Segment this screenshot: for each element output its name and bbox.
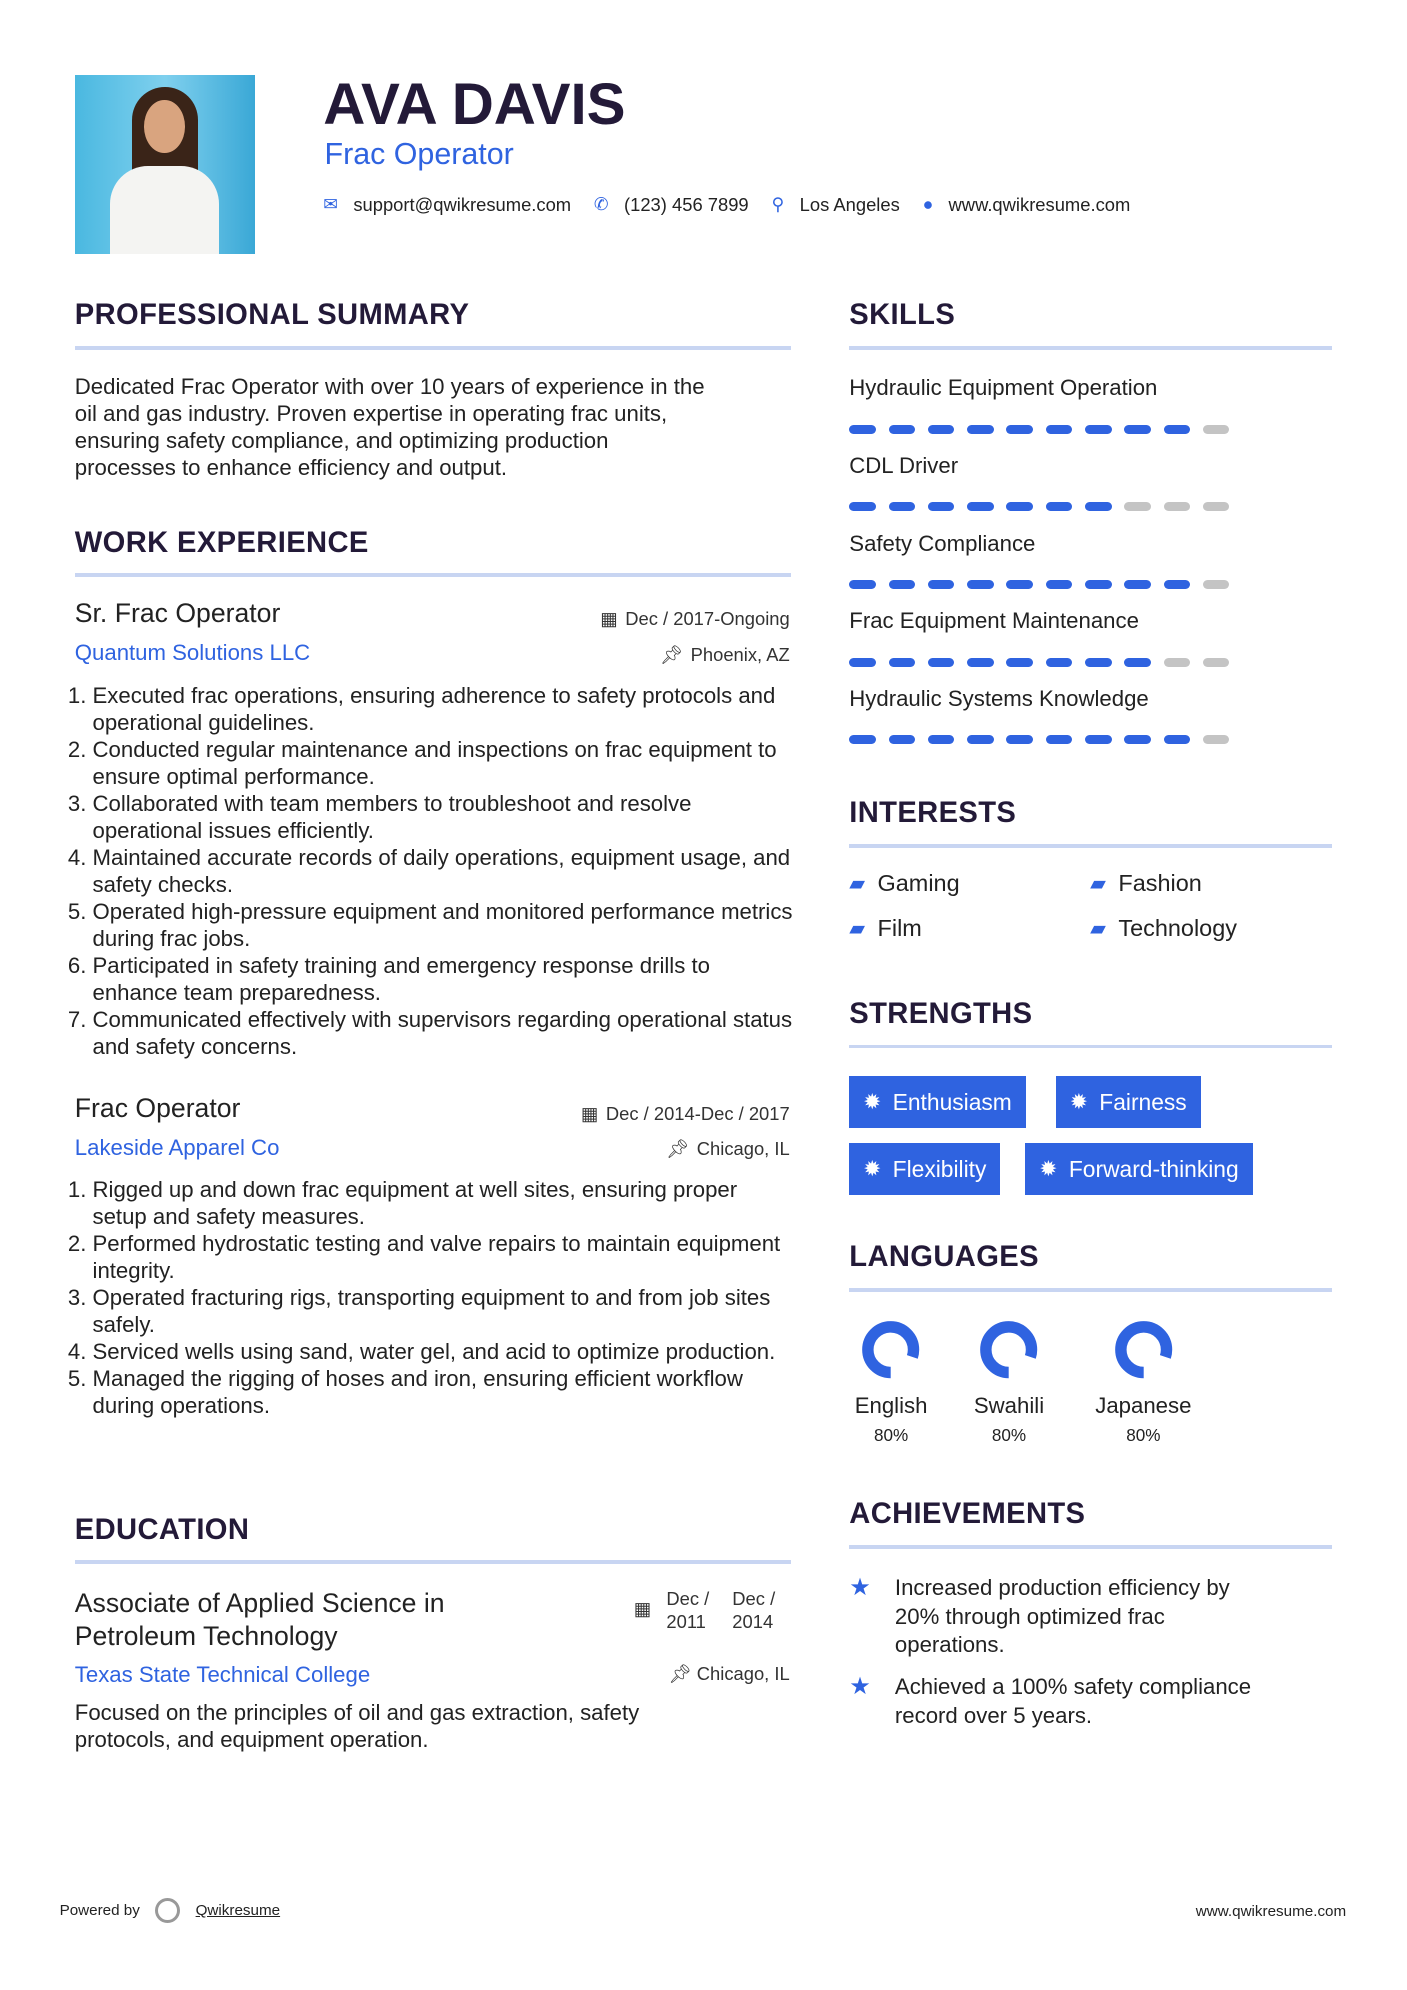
- skill-level-bar: [849, 735, 1229, 744]
- school: Texas State Technical College: [74, 1661, 371, 1687]
- languages-heading: LANGUAGES: [849, 1240, 1039, 1273]
- interest-item: [1090, 870, 1202, 897]
- skill-segment: [928, 735, 955, 744]
- star-icon: ★: [849, 1574, 871, 1602]
- job-bullets: [75, 1176, 798, 1419]
- skill-segment: [1124, 658, 1151, 667]
- skill-segment: [967, 735, 994, 744]
- globe-icon: ●: [922, 194, 934, 215]
- skill-segment: [1046, 580, 1073, 589]
- language-percent: 80%: [873, 1426, 909, 1446]
- degree-line: Associate of Applied Science in: [74, 1588, 445, 1619]
- badge-icon: ✹: [1039, 1156, 1058, 1181]
- achievement-item: [849, 1574, 1331, 1660]
- website[interactable]: www.qwikresume.com: [948, 193, 1131, 215]
- skill-segment: [1046, 502, 1073, 511]
- skill-segment: [1203, 425, 1230, 434]
- summary-text: [75, 373, 705, 482]
- strength-tag: [1056, 1076, 1201, 1128]
- skill-segment: [1164, 658, 1191, 667]
- language-percent: 80%: [1126, 1426, 1161, 1446]
- job-bullets: [75, 682, 798, 1060]
- divider: [849, 1045, 1332, 1049]
- language-progress-ring: [859, 1318, 922, 1381]
- language-item: [840, 1318, 941, 1446]
- achievement-line: Achieved a 100% safety compliance: [894, 1674, 1252, 1700]
- calendar-icon: ▦: [600, 608, 618, 630]
- achievement-line: Increased production efficiency by: [894, 1575, 1230, 1601]
- pin-icon: 📌︎: [668, 1663, 697, 1685]
- divider: [849, 1288, 1332, 1292]
- skill-segment: [1006, 658, 1033, 667]
- language-percent: 80%: [991, 1426, 1027, 1446]
- skill-segment: [928, 658, 955, 667]
- book-icon: ▰: [849, 872, 865, 895]
- candidate-name: AVA DAVIS: [323, 71, 626, 137]
- skill-level-bar: [849, 658, 1229, 667]
- skill-segment: [849, 735, 876, 744]
- skill-segment: [1085, 735, 1112, 744]
- location-text: Phoenix, AZ: [690, 643, 790, 665]
- language-name: Japanese: [1095, 1392, 1192, 1418]
- summary-line: ensuring safety compliance, and optimizing production: [74, 428, 609, 454]
- bullet: 4. Maintained accurate records of daily operations, equipment usage, and safety checks.: [93, 844, 798, 898]
- skill-segment: [1203, 580, 1230, 589]
- skill-segment: [1046, 658, 1073, 667]
- footer-website[interactable]: www.qwikresume.com: [1195, 1902, 1347, 1920]
- book-icon: ▰: [849, 918, 865, 941]
- powered-by-label: Powered by: [59, 1901, 140, 1919]
- skill-segment: [1006, 580, 1033, 589]
- interests-heading: INTERESTS: [849, 797, 1017, 830]
- achievement-text: [895, 1673, 1251, 1730]
- phone: (123) 456 7899: [624, 193, 749, 215]
- company: Quantum Solutions LLC: [74, 640, 311, 666]
- summary-line: processes to enhance efficiency and output.: [74, 455, 508, 481]
- divider: [849, 346, 1332, 350]
- location-text: Chicago, IL: [696, 1663, 790, 1685]
- end-date: Dec / 2014: [732, 1588, 776, 1633]
- skill-segment: [889, 735, 916, 744]
- education-description: [75, 1699, 639, 1754]
- education-location: [668, 1663, 789, 1685]
- education-heading: EDUCATION: [74, 1513, 250, 1546]
- strength-label: Flexibility: [892, 1155, 987, 1182]
- pin-icon: 📌︎: [659, 643, 684, 665]
- skill-segment: [928, 502, 955, 511]
- skill-segment: [849, 425, 876, 434]
- skill-segment: [889, 580, 916, 589]
- degree: [75, 1587, 445, 1653]
- job-title: Sr. Frac Operator: [74, 598, 281, 629]
- job-location: [666, 1138, 790, 1160]
- skill-segment: [1164, 735, 1191, 744]
- achievement-item: [849, 1673, 1331, 1730]
- language-item: [958, 1318, 1059, 1446]
- interest-label: Gaming: [877, 869, 960, 896]
- skill-segment: [967, 425, 994, 434]
- date-text: Dec / 2014-Dec / 2017: [605, 1102, 790, 1124]
- qwikresume-logo-icon: [155, 1898, 180, 1923]
- divider: [75, 573, 791, 577]
- bullet: 3. Operated fracturing rigs, transporting equipment to and from job sites safely.: [93, 1284, 798, 1338]
- start-date: Dec / 2011: [666, 1588, 710, 1633]
- achievement-line: record over 5 years.: [894, 1702, 1093, 1728]
- badge-icon: ✹: [863, 1089, 882, 1114]
- achievement-line: 20% through optimized frac: [894, 1603, 1165, 1629]
- skill-segment: [928, 580, 955, 589]
- footer: [60, 1898, 281, 1923]
- skill-segment: [1085, 658, 1112, 667]
- company: Lakeside Apparel Co: [74, 1134, 280, 1160]
- achievement-text: [895, 1574, 1230, 1660]
- bullet: 1. Executed frac operations, ensuring adherence to safety protocols and operational guidelines.: [93, 682, 798, 736]
- location-text: Chicago, IL: [696, 1138, 790, 1160]
- skill-segment: [1124, 580, 1151, 589]
- interest-item: [849, 915, 922, 942]
- skill-name: Hydraulic Equipment Operation: [849, 375, 1158, 401]
- language-name: Swahili: [973, 1392, 1045, 1418]
- degree-line: Petroleum Technology: [74, 1620, 338, 1651]
- bullet: 3. Collaborated with team members to troubleshoot and resolve operational issues efficiently.: [93, 790, 798, 844]
- skill-segment: [967, 580, 994, 589]
- bullet: 5. Operated high-pressure equipment and monitored performance metrics during frac jobs.: [93, 898, 798, 952]
- badge-icon: ✹: [863, 1156, 882, 1181]
- skill-segment: [849, 658, 876, 667]
- strengths-heading: STRENGTHS: [849, 997, 1033, 1030]
- skill-segment: [1046, 735, 1073, 744]
- bullet: 2. Performed hydrostatic testing and valve repairs to maintain equipment integrity.: [93, 1230, 798, 1284]
- skill-segment: [849, 502, 876, 511]
- education-line: protocols, and equipment operation.: [74, 1726, 429, 1752]
- skill-segment: [1006, 502, 1033, 511]
- skill-segment: [1046, 425, 1073, 434]
- skill-segment: [1124, 425, 1151, 434]
- skill-name: Safety Compliance: [849, 530, 1036, 556]
- skill-segment: [1164, 580, 1191, 589]
- divider: [849, 1545, 1332, 1549]
- email-icon: ✉: [323, 194, 339, 215]
- divider: [75, 1560, 791, 1564]
- skill-level-bar: [849, 502, 1229, 511]
- badge-icon: ✹: [1069, 1089, 1088, 1114]
- bullet: 5. Managed the rigging of hoses and iron, ensuring efficient workflow during operations.: [93, 1365, 798, 1419]
- skill-name: Frac Equipment Maintenance: [849, 608, 1139, 634]
- summary-heading: PROFESSIONAL SUMMARY: [74, 299, 470, 332]
- skill-segment: [1124, 735, 1151, 744]
- bullet: 4. Serviced wells using sand, water gel, and acid to optimize production.: [93, 1338, 798, 1365]
- skill-segment: [1085, 580, 1112, 589]
- calendar-icon: ▦: [633, 1598, 652, 1620]
- skill-segment: [1124, 502, 1151, 511]
- language-progress-ring: [977, 1318, 1040, 1381]
- strength-label: Enthusiasm: [892, 1088, 1012, 1115]
- divider: [849, 844, 1332, 848]
- strength-tag: [849, 1143, 1000, 1195]
- phone-icon: ✆: [593, 194, 609, 215]
- strength-label: Fairness: [1099, 1088, 1187, 1115]
- interest-item: [1090, 915, 1237, 942]
- strength-tag: [849, 1076, 1025, 1128]
- job-title: Frac Operator: [74, 1092, 241, 1123]
- education-dates: [634, 1588, 783, 1634]
- summary-line: oil and gas industry. Proven expertise in operating frac units,: [74, 400, 668, 426]
- skill-segment: [849, 580, 876, 589]
- strength-tag: [1025, 1143, 1252, 1195]
- skill-segment: [1085, 502, 1112, 511]
- skill-segment: [889, 502, 916, 511]
- interest-label: Technology: [1118, 915, 1237, 942]
- education-line: Focused on the principles of oil and gas extraction, safety: [74, 1699, 640, 1725]
- calendar-icon: ▦: [580, 1102, 599, 1124]
- skill-segment: [1203, 502, 1230, 511]
- interest-label: Film: [877, 915, 922, 942]
- job-dates: [581, 1103, 790, 1125]
- skill-level-bar: [849, 425, 1229, 434]
- skill-name: CDL Driver: [849, 452, 959, 478]
- bullet: 2. Conducted regular maintenance and inspections on frac equipment to ensure optimal performance.: [93, 736, 798, 790]
- bullet: 6. Participated in safety training and emergency response drills to enhance team preparedness.: [93, 952, 798, 1006]
- skill-segment: [1164, 502, 1191, 511]
- skill-segment: [967, 502, 994, 511]
- job-location: [660, 644, 790, 666]
- summary-line: Dedicated Frac Operator with over 10 years of experience in the: [74, 373, 705, 399]
- interest-item: [849, 870, 959, 897]
- skill-segment: [928, 425, 955, 434]
- skill-segment: [1006, 425, 1033, 434]
- location: Los Angeles: [799, 193, 900, 215]
- date-text: Dec / 2017-Ongoing: [625, 608, 790, 630]
- bullet: 7. Communicated effectively with supervisors regarding operational status and safety concerns.: [93, 1006, 798, 1060]
- achievement-line: operations.: [894, 1632, 1005, 1658]
- job-dates: [600, 608, 789, 630]
- language-progress-ring: [1112, 1318, 1175, 1381]
- achievements-heading: ACHIEVEMENTS: [849, 1498, 1086, 1531]
- bullet: 1. Rigged up and down frac equipment at well sites, ensuring proper setup and safety measures.: [93, 1176, 798, 1230]
- brand-link[interactable]: Qwikresume: [195, 1901, 281, 1919]
- skill-name: Hydraulic Systems Knowledge: [849, 686, 1149, 712]
- skill-segment: [889, 658, 916, 667]
- skill-segment: [1164, 425, 1191, 434]
- skill-segment: [1203, 658, 1230, 667]
- skill-segment: [967, 658, 994, 667]
- experience-heading: WORK EXPERIENCE: [74, 527, 369, 560]
- star-icon: ★: [849, 1673, 871, 1701]
- location-icon: ⚲: [771, 194, 785, 215]
- email[interactable]: support@qwikresume.com: [353, 193, 572, 215]
- skills-heading: SKILLS: [849, 299, 956, 332]
- job-title: Frac Operator: [324, 136, 514, 171]
- skill-segment: [1203, 735, 1230, 744]
- skill-segment: [889, 425, 916, 434]
- book-icon: ▰: [1090, 872, 1106, 895]
- pin-icon: 📌︎: [665, 1138, 690, 1160]
- contact-bar: [323, 194, 1153, 216]
- skill-level-bar: [849, 580, 1229, 589]
- interest-label: Fashion: [1118, 869, 1202, 896]
- profile-photo: [75, 75, 255, 254]
- strength-label: Forward-thinking: [1068, 1155, 1239, 1182]
- divider: [75, 346, 791, 350]
- skill-segment: [1006, 735, 1033, 744]
- language-name: English: [854, 1392, 928, 1418]
- skill-segment: [1085, 425, 1112, 434]
- language-item: [1093, 1318, 1194, 1446]
- book-icon: ▰: [1090, 918, 1106, 941]
